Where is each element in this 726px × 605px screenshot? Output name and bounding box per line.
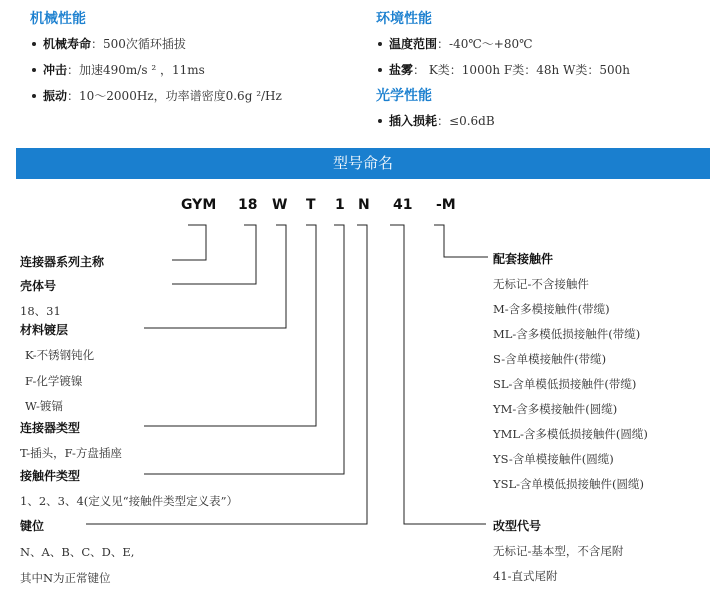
leader-line-shell xyxy=(172,225,256,284)
spec-label: 插入损耗 xyxy=(389,114,438,128)
spec-value: ：加速490m/s ² ，11ms xyxy=(67,63,205,77)
environment-title: 环境性能 xyxy=(376,11,432,27)
key-values: N、A、B、C、D、E, xyxy=(20,545,135,559)
leader-line-accessory xyxy=(434,225,488,257)
code-part: 1 xyxy=(335,197,345,213)
accessory-item: 无标记-不含接触件 xyxy=(493,277,589,291)
spec-value: ：-40℃～+80℃ xyxy=(437,37,533,51)
material-title: 材料镀层 xyxy=(20,323,69,337)
optical-title: 光学性能 xyxy=(376,88,432,104)
code-part: -M xyxy=(436,197,456,213)
mechanical-title: 机械性能 xyxy=(30,11,86,27)
mod-item: 无标记-基本型，不含尾附 xyxy=(493,544,624,558)
accessory-item: SL-含单模低损接触件(带缆) xyxy=(493,377,637,391)
code-part: W xyxy=(272,197,288,213)
mod-title: 改型代号 xyxy=(493,519,542,533)
accessory-title: 配套接触件 xyxy=(493,252,554,266)
spec-value: ： K类：1000h F类：48h W类：500h xyxy=(413,63,630,77)
leader-line-conn-type xyxy=(144,225,316,426)
key-note: 其中N为正常键位 xyxy=(20,571,111,585)
code-part: GYM xyxy=(181,197,217,213)
material-item: K-不锈钢钝化 xyxy=(25,348,95,362)
spec-label: 盐雾 xyxy=(389,63,414,77)
code-part: N xyxy=(358,197,370,213)
code-part: T xyxy=(306,197,316,213)
key-title: 键位 xyxy=(20,519,45,533)
accessory-item: YM-含多模接触件(圆缆) xyxy=(493,402,618,416)
spec-value: ：500次循环插拔 xyxy=(91,37,186,51)
mod-item: 41-直式尾附 xyxy=(493,569,558,583)
leader-line-mod xyxy=(390,225,486,524)
accessory-item: YSL-含单模低损接触件(圆缆) xyxy=(493,477,644,491)
spec-label: 温度范围 xyxy=(389,37,438,51)
shell-values: 18、31 xyxy=(20,304,61,318)
shell-title: 壳体号 xyxy=(20,279,57,293)
material-item: F-化学镀镍 xyxy=(25,374,83,388)
conn-type-values: T-插头，F-方盘插座 xyxy=(20,446,122,460)
accessory-item: ML-含多模低损接触件(带缆) xyxy=(493,327,641,341)
code-part: 18 xyxy=(238,197,258,213)
spec-label: 振动 xyxy=(43,89,68,103)
leader-line-material xyxy=(144,225,286,328)
spec-label: 冲击 xyxy=(43,63,68,77)
material-item: W-镀镉 xyxy=(25,399,63,413)
contact-type-values: 1、2、3、4(定义见“接触件类型定义表”） xyxy=(20,494,239,508)
model-naming-banner: 型号命名 xyxy=(16,148,710,179)
conn-type-title: 连接器类型 xyxy=(20,421,81,435)
accessory-item: M-含多模接触件(带缆) xyxy=(493,302,610,316)
leader-line-series xyxy=(172,225,206,260)
accessory-item: S-含单模接触件(带缆) xyxy=(493,352,607,366)
contact-type-title: 接触件类型 xyxy=(20,469,81,483)
spec-value: ：10～2000Hz，功率谱密度0.6g ²/Hz xyxy=(67,89,282,103)
leader-line-contact-type xyxy=(144,225,344,474)
code-part: 41 xyxy=(393,197,413,213)
series-label: 连接器系列主称 xyxy=(20,255,105,269)
accessory-item: YS-含单模接触件(圆缆) xyxy=(493,452,614,466)
spec-value: ：≤0.6dB xyxy=(437,114,495,128)
spec-label: 机械寿命 xyxy=(43,37,92,51)
leader-line-key xyxy=(86,225,367,524)
accessory-item: YML-含多模低损接触件(圆缆) xyxy=(493,427,648,441)
